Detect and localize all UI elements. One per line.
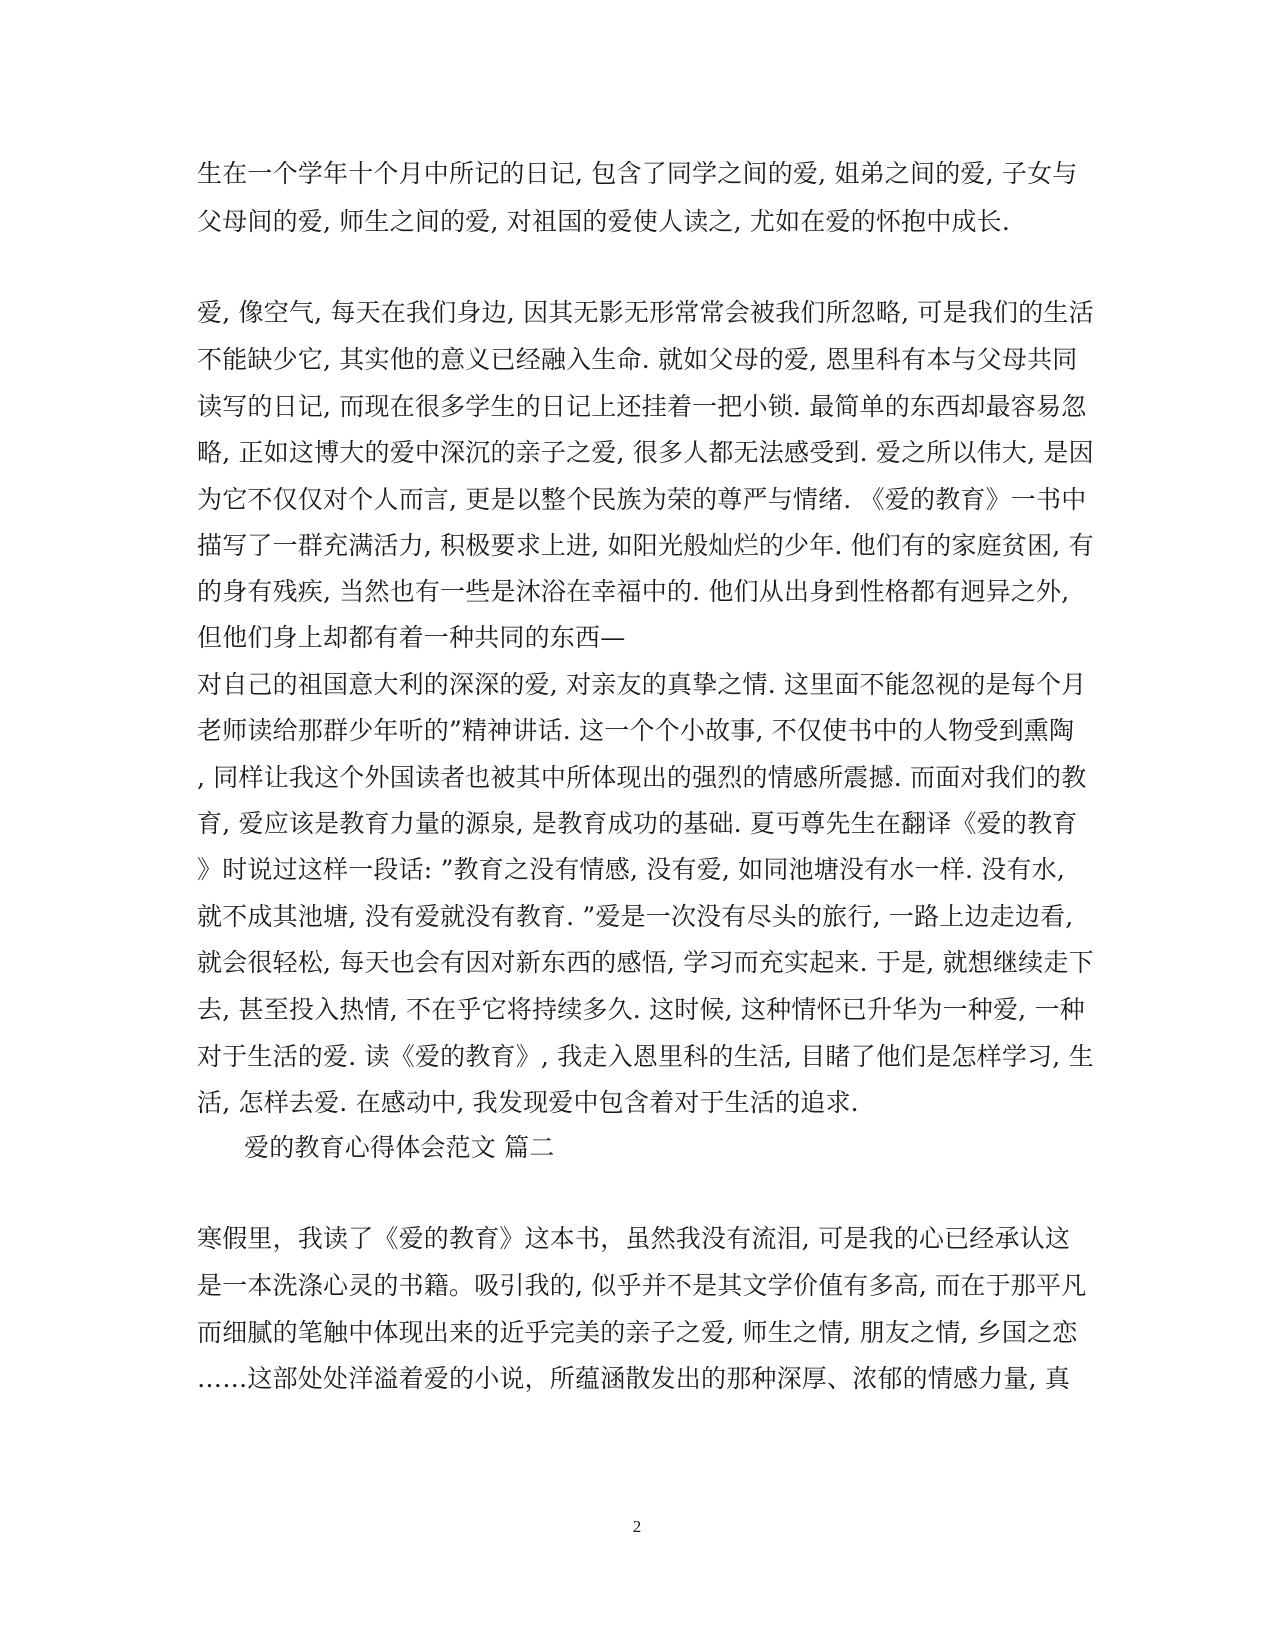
text-line: 对于生活的爱. 读《爱的教育》, 我走入恩里科的生活, 目睹了他们是怎样学习, 生	[197, 1042, 1094, 1071]
text-line: 生在一个学年十个月中所记的日记, 包含了同学之间的爱, 姐弟之间的爱, 子女与	[197, 159, 1078, 188]
text-line: 就不成其池塘, 没有爱就没有教育. ”爱是一次没有尽头的旅行, 一路上边走边看,	[197, 902, 1074, 931]
text-line: 对自己的祖国意大利的深深的爱, 对亲友的真挚之情. 这里面不能忽视的是每个月	[197, 670, 1087, 699]
text-line: 描写了一群充满活力, 积极要求上进, 如阳光般灿烂的少年. 他们有的家庭贫困, 有	[197, 531, 1094, 560]
text-line: 父母间的爱, 师生之间的爱, 对祖国的爱使人读之, 尤如在爱的怀抱中成长.	[197, 207, 1011, 236]
page-number: 2	[632, 1517, 642, 1536]
text-line: 》时说过这样一段话: ”教育之没有情感, 没有爱, 如同池塘没有水一样. 没有水,	[197, 855, 1065, 884]
text-line: 但他们身上却都有着一种共同的东西—	[197, 623, 626, 652]
text-line: 而细腻的笔触中体现出来的近乎完美的亲子之爱, 师生之情, 朋友之情, 乡国之恋	[197, 1318, 1078, 1347]
text-line: 读写的日记, 而现在很多学生的日记上还挂着一把小锁. 最简单的东西却最容易忽	[197, 392, 1087, 421]
text-line: 就会很轻松, 每天也会有因对新东西的感悟, 学习而充实起来. 于是, 就想继续走下	[197, 948, 1094, 977]
text-line: 寒假里，我读了《爱的教育》这本书，虽然我没有流泪, 可是我的心已经承认这	[197, 1224, 1071, 1253]
text-line: 为它不仅仅对个人而言, 更是以整个民族为荣的尊严与情绪. 《爱的教育》一书中	[197, 485, 1087, 514]
text-line: 略, 正如这博大的爱中深沉的亲子之爱, 很多人都无法感受到. 爱之所以伟大, 是因	[197, 438, 1094, 467]
text-line: 是一本洗涤心灵的书籍。吸引我的, 似乎并不是其文学价值有多高, 而在于那平凡	[197, 1271, 1087, 1300]
text-line: , 同样让我这个外国读者也被其中所体现出的强烈的情感所震撼. 而面对我们的教	[197, 763, 1087, 792]
text-line: 不能缺少它, 其实他的意义已经融入生命. 就如父母的爱, 恩里科有本与父母共同	[197, 345, 1078, 374]
text-line: 去, 甚至投入热情, 不在乎它将持续多久. 这时候, 这种情怀已升华为一种爱, 一种	[197, 995, 1085, 1024]
section-heading: 爱的教育心得体会范文 篇二	[244, 1133, 555, 1162]
text-line: 老师读给那群少年听的”精神讲话. 这一个个小故事, 不仅使书中的人物受到熏陶	[197, 716, 1075, 745]
text-line: ……这部处处洋溢着爱的小说，所蕴涵散发出的那种深厚、浓郁的情感力量, 真	[197, 1364, 1071, 1393]
text-line: 的身有残疾, 当然也有一些是沐浴在幸福中的. 他们从出身到性格都有迥异之外,	[197, 577, 1070, 606]
text-line: 育, 爱应该是教育力量的源泉, 是教育成功的基础. 夏丏尊先生在翻译《爱的教育	[197, 809, 1078, 838]
text-line: 活, 怎样去爱. 在感动中, 我发现爱中包含着对于生活的追求.	[197, 1088, 859, 1117]
text-line: 爱, 像空气, 每天在我们身边, 因其无影无形常常会被我们所忽略, 可是我们的生活	[197, 298, 1094, 327]
